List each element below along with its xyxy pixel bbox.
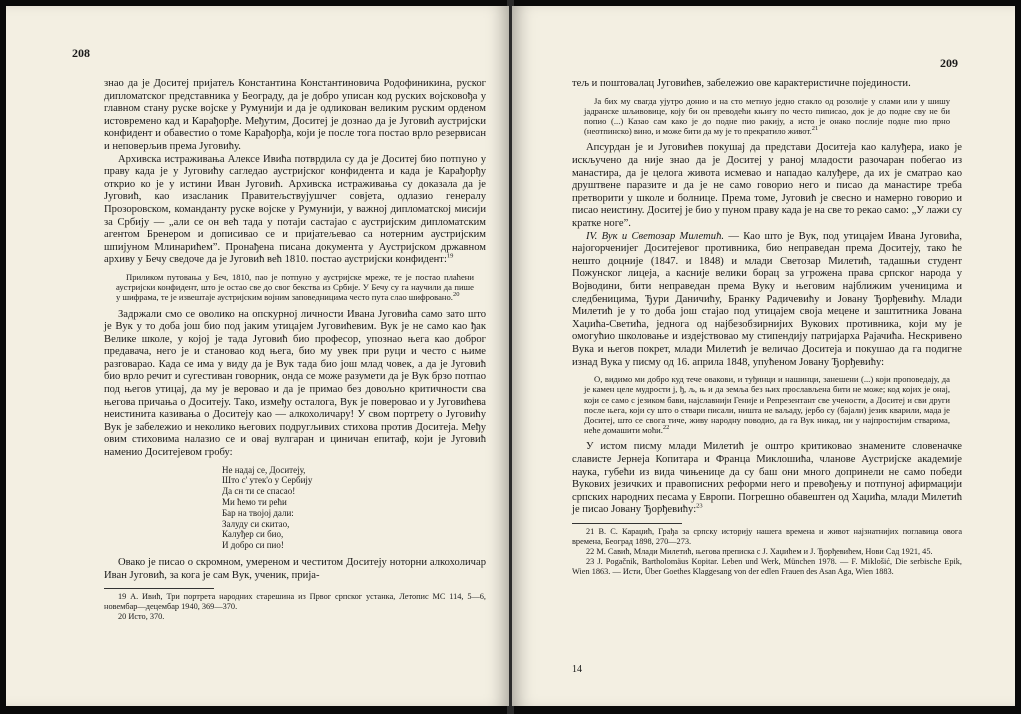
paragraph: Задржали смо се оволико на опскурној личности Ивана Југовића само зато што је Вук у то доба још био под јаким утицајем Југовићевим. Вук је не само као ђак Велике школе, у којој је тада Југовић био професор, упознао њега као доброг предавача, него је и становао код њега, био му увек при руци и често с њиме разговарао. Када се има у виду да је Вук тада био још млад човек, а да је Југовић био врло речит и сугестиван говорник, онда се може разумети да је Вук брзо потпао под његов утицај, да му је веровао и да је примао без довољно критичности сва његова причања о Доситеју. Тако, између осталога, Вук је поверовао и у Југовићева неистинита казивања о Доситеју као — алкохоличару! У свом портрету о Југовићу Вук је забележио и неколико његових подругљивих стихова против Доситеја. Међу овим стиховима налазио се и овај вулгаран и циничан епитаф, који је Југовић наменио Доситејевом гробу: bbox=[104, 308, 486, 459]
paragraph: Архивска истраживања Алексе Ивића потврдила су да је Доситеј био потпуно у праву када је у Југовићу сагледао аустријског конфидента и када је Карађорђу открио ко је у истини Иван Југовић. Архивска истраживања су доказала да је Југовић, као изасланик Правитељствујушчег совјета, одлазио генералу Прозоровском, команданту руске војске у Румунији, у важној дипломатској мисији за Србију — „али се он већ тада у потаји састајао с аустријским дипломатским агентом Бренером и дописивао се и пријатељевао са нотерним аустријским шпијуном Млинарићем”. Пронађена писана документа у Аустријском државном архиву у Бечу сведоче да је Југовић већ 1810. постао аустријски конфидент:$^{19}$ bbox=[104, 153, 486, 266]
poem-line: И добро си пио! bbox=[222, 540, 284, 551]
poem-line: Не надај се, Доситеју, bbox=[222, 464, 306, 475]
section-heading: IV. Вук и Светозар Милетић. bbox=[586, 230, 725, 242]
poem-line: Залуду си скитао, bbox=[222, 518, 290, 529]
left-page bbox=[6, 6, 509, 706]
footnote-ref: 21 bbox=[811, 125, 819, 133]
paragraph: знао да је Доситеј пријатељ Константина Константиновича Родофиникина, руског дипломатског представника у Београду, да је добро уписан код руских војсковођа у главном стану руске војске у Румунији и да је одликован великим руским орденом истовремено кад и Карађорђе. Међутим, Доситеј је дознао да је Југовић аустријски конфидент и обавестио о томе Карађорђа, који је после тога постао врло резервисан и неповерљив према Југовићу. bbox=[104, 78, 486, 152]
paragraph: У истом писму млади Милетић је оштро критиковао знамените словеначке слависте Јернеја Копитара и Франца Миклошића, чланове Аустријске академије наука, губећи из вида чињенице да су баш они много допринели не само победи Вукових језичких и правописних реформи него и превођењу и потпуној афирмацији српских народних песама у Европи. Погрешно обавештен од Хаџића, млади Милетић је писао Јовану Ђорђевићу:$^{23}$ bbox=[572, 441, 962, 516]
page-number: 209 bbox=[940, 56, 958, 70]
paragraph: тељ и поштовалац Југовићев, забележио ове карактеристичне појединости. bbox=[572, 78, 911, 89]
left-body bbox=[104, 78, 486, 622]
poem-line: Бар на твојој дали: bbox=[222, 507, 294, 518]
footnote: 23 J. Pogačnik, Bartholomäus Kopitar. Leben und Werk, München 1978. — F. Miklošić, Die serbische Epik, Wien 1863. — Исти, Über Goethes Klaggesang von der edlen Frauen des Asan Aga, Wien 1883. bbox=[572, 556, 962, 576]
poem-line: Што с' утек'о у Сербију bbox=[222, 475, 313, 486]
signature-number: 14 bbox=[572, 664, 582, 675]
block-quote: Ја бих му свагда ујутро донио и на сто метнуо једно стакло од розолије у слами или у шишу јадранске шљивовице, коју би он преводећи књигу по често пиписао, док је до подне сву не би попио (...) Казао сам како је до подне пио ракију, а исто је онако послије подне пио прно (неотпинско) вино, и може бити да му је то прекратило живот.$^{21}$ bbox=[584, 95, 950, 137]
footnote-ref: 19 bbox=[446, 252, 454, 260]
block-quote: Приликом путовања у Беч, 1810, пао је потпуно у аустријске мреже, те је постао плаћени аустријски конфидент, што је остао све до свог бекства из Србије. У Бечу су га научили да пише у шифрама, те је извештаје аустријским војним заповедницима често пута слао шифровано.$^{20}$ bbox=[116, 271, 474, 303]
right-page bbox=[512, 6, 1015, 706]
right-body bbox=[572, 78, 962, 577]
poem bbox=[222, 465, 486, 551]
footnote-rule bbox=[104, 588, 214, 589]
footnote: 22 М. Савић, Млади Милетић, његова преписка с Ј. Хаџићем и Ј. Ђорђевићем, Нови Сад 1921, 45. bbox=[586, 546, 933, 556]
page-number: 208 bbox=[72, 46, 90, 60]
paragraph: IV. Вук и Светозар Милетић. — Као што је Вук, под утицајем Ивана Југовића, најогорченијег Доситејевог противника, био неправедан према Доситеју, тако ће нешто доцније (1847. и 1848) и млади Светозар Милетић, тадашњи студент Пожунског лицеја, а касније велики борац за угрожена права српског народа у Војводини, бити неправедан према Вуку и његовим најближим ученицима и следбеницима, Ђури Даничићу, Бранку Радичевићу и Јовану Ђорђевићу. Млади Милетић је у то доба још стајао под утицајем своја мецене и заштитника Јована Хаџића-Светића, једнога од најбезобзирнијих Вукових противника, који му је омогућио школовање и издејствовао му стипендију патријарха Рајачића. Нескривено Вука и његов покрет, млади Милетић је величао Доситеја и покушао да га подигне изнад Вука у писму од 16. априла 1848, упућеном Јовану Ђорђевићу: bbox=[572, 230, 962, 368]
paragraph: Овако је писао о скромном, умереном и честитом Доситеју ноторни алкохоличар Иван Југовић, за кога је сам Вук, ученик, прија- bbox=[104, 557, 486, 581]
footnote-ref: 22 bbox=[662, 424, 670, 432]
footnote: 20 Исто, 370. bbox=[118, 612, 165, 622]
footnote-ref: 23 bbox=[696, 502, 703, 510]
footnote: 19 А. Ивић, Три портрета народних старешина из Првог српског устанка, Летопис МС 114, 5—6, новембар—децембар 1940, 369—370. bbox=[104, 592, 486, 612]
paragraph: Апсурдан је и Југовићев покушај да представи Доситеја као калуђера, иако је искључено да није знао да је Доситеј у раној младости разочаран побегао из манастира, да је целога живота исмевао и нападао калуђере, да их је сматрао као друштвене паразите и да је не само говорио него и писао да манастире треба претворити у школе и болнице. Према томе, Југовић је свесно и намерно говорио и писао неистину. Доситеј је био у пуном праву када је на све то рекао само: „У лажи су кратке ноге”. bbox=[572, 142, 962, 229]
footnote-rule bbox=[572, 523, 682, 524]
poem-line: Да сн ти се спасао! bbox=[222, 486, 296, 497]
poem-line: Ми ћемо ти рећи bbox=[222, 497, 287, 508]
footnote: 21 В. С. Караџић, Грађа за српску историју нашега времена и живот најзнатнијих поглавица овога времена, Београд 1898, 270—273. bbox=[572, 526, 962, 546]
block-quote: О, видимо ми добро куд тече овакови, и туђинци и нашинци, занешени (...) који проповедају, да је камен целе мудрости ј, ђ, љ, њ и да земља без њих прослављена бити не може; код којих је онај, који се само с језиком бави, најславнији Геније и Репрезентант све учености, а Доситеј и сви други после њега, који су што о ствари писали, ништа не ваљаду, јербо су (бајали) језик кварили, мада је Доситеј, што се свога тиче, живу народну поводио, да га Вук никад, ни у најпростијим стварима, неће домашити моћи.$^{22}$ bbox=[584, 374, 950, 436]
footnote-ref: 20 bbox=[452, 291, 460, 299]
poem-line: Калуђер си био, bbox=[222, 529, 284, 540]
